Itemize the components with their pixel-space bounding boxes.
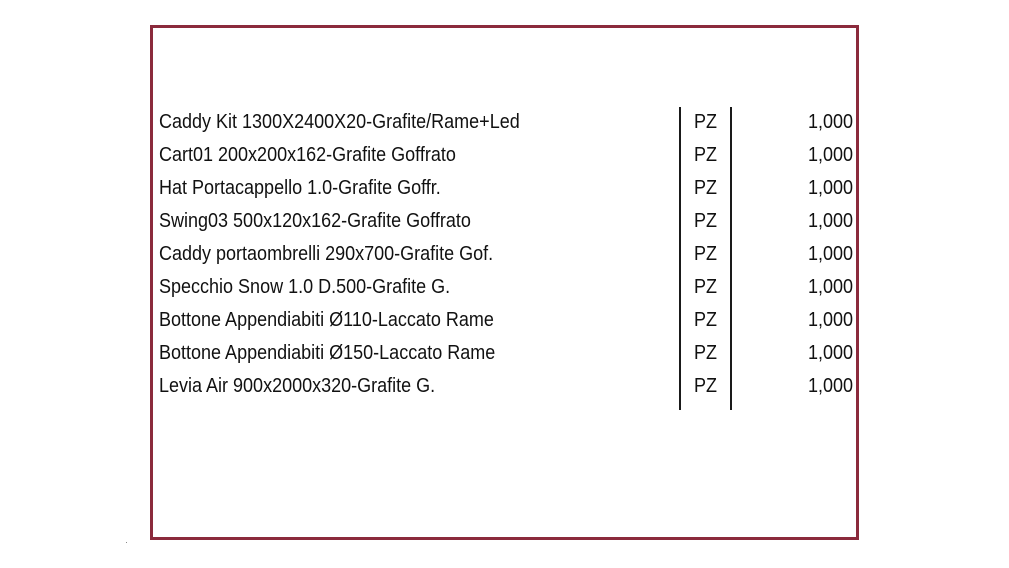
item-description: Caddy Kit 1300X2400X20-Grafite/Rame+Led	[159, 111, 520, 133]
item-unit: PZ	[694, 177, 718, 199]
item-description: Caddy portaombrelli 290x700-Grafite Gof.	[159, 243, 494, 265]
item-quantity: 1,000	[807, 144, 853, 166]
item-quantity: 1,000	[807, 342, 853, 364]
item-unit: PZ	[694, 210, 718, 232]
item-quantity: 1,000	[807, 375, 853, 397]
item-quantity: 1,000	[807, 177, 853, 199]
table-row	[0, 304, 1009, 337]
item-description: Swing03 500x120x162-Grafite Goffrato	[159, 210, 471, 232]
item-description: Bottone Appendiabiti Ø150-Laccato Rame	[159, 342, 496, 364]
item-quantity: 1,000	[807, 243, 853, 265]
item-description: Hat Portacappello 1.0-Grafite Goffr.	[159, 177, 441, 199]
table-row	[0, 172, 1009, 205]
item-table	[0, 106, 1009, 403]
item-description: Levia Air 900x2000x320-Grafite G.	[159, 375, 436, 397]
item-description: Specchio Snow 1.0 D.500-Grafite G.	[159, 276, 451, 298]
item-unit: PZ	[694, 111, 718, 133]
item-description: Bottone Appendiabiti Ø110-Laccato Rame	[159, 309, 494, 331]
item-quantity: 1,000	[807, 210, 853, 232]
item-unit: PZ	[694, 144, 718, 166]
item-description: Cart01 200x200x162-Grafite Goffrato	[159, 144, 456, 166]
item-unit: PZ	[694, 276, 718, 298]
table-row	[0, 106, 1009, 139]
item-quantity: 1,000	[807, 276, 853, 298]
table-row	[0, 139, 1009, 172]
item-quantity: 1,000	[807, 309, 853, 331]
stray-dot	[126, 542, 127, 543]
item-unit: PZ	[694, 309, 718, 331]
item-unit: PZ	[694, 243, 718, 265]
table-row	[0, 337, 1009, 370]
table-row	[0, 205, 1009, 238]
item-unit: PZ	[694, 342, 718, 364]
table-row	[0, 370, 1009, 403]
item-quantity: 1,000	[807, 111, 853, 133]
table-row	[0, 238, 1009, 271]
table-row	[0, 271, 1009, 304]
item-unit: PZ	[694, 375, 718, 397]
